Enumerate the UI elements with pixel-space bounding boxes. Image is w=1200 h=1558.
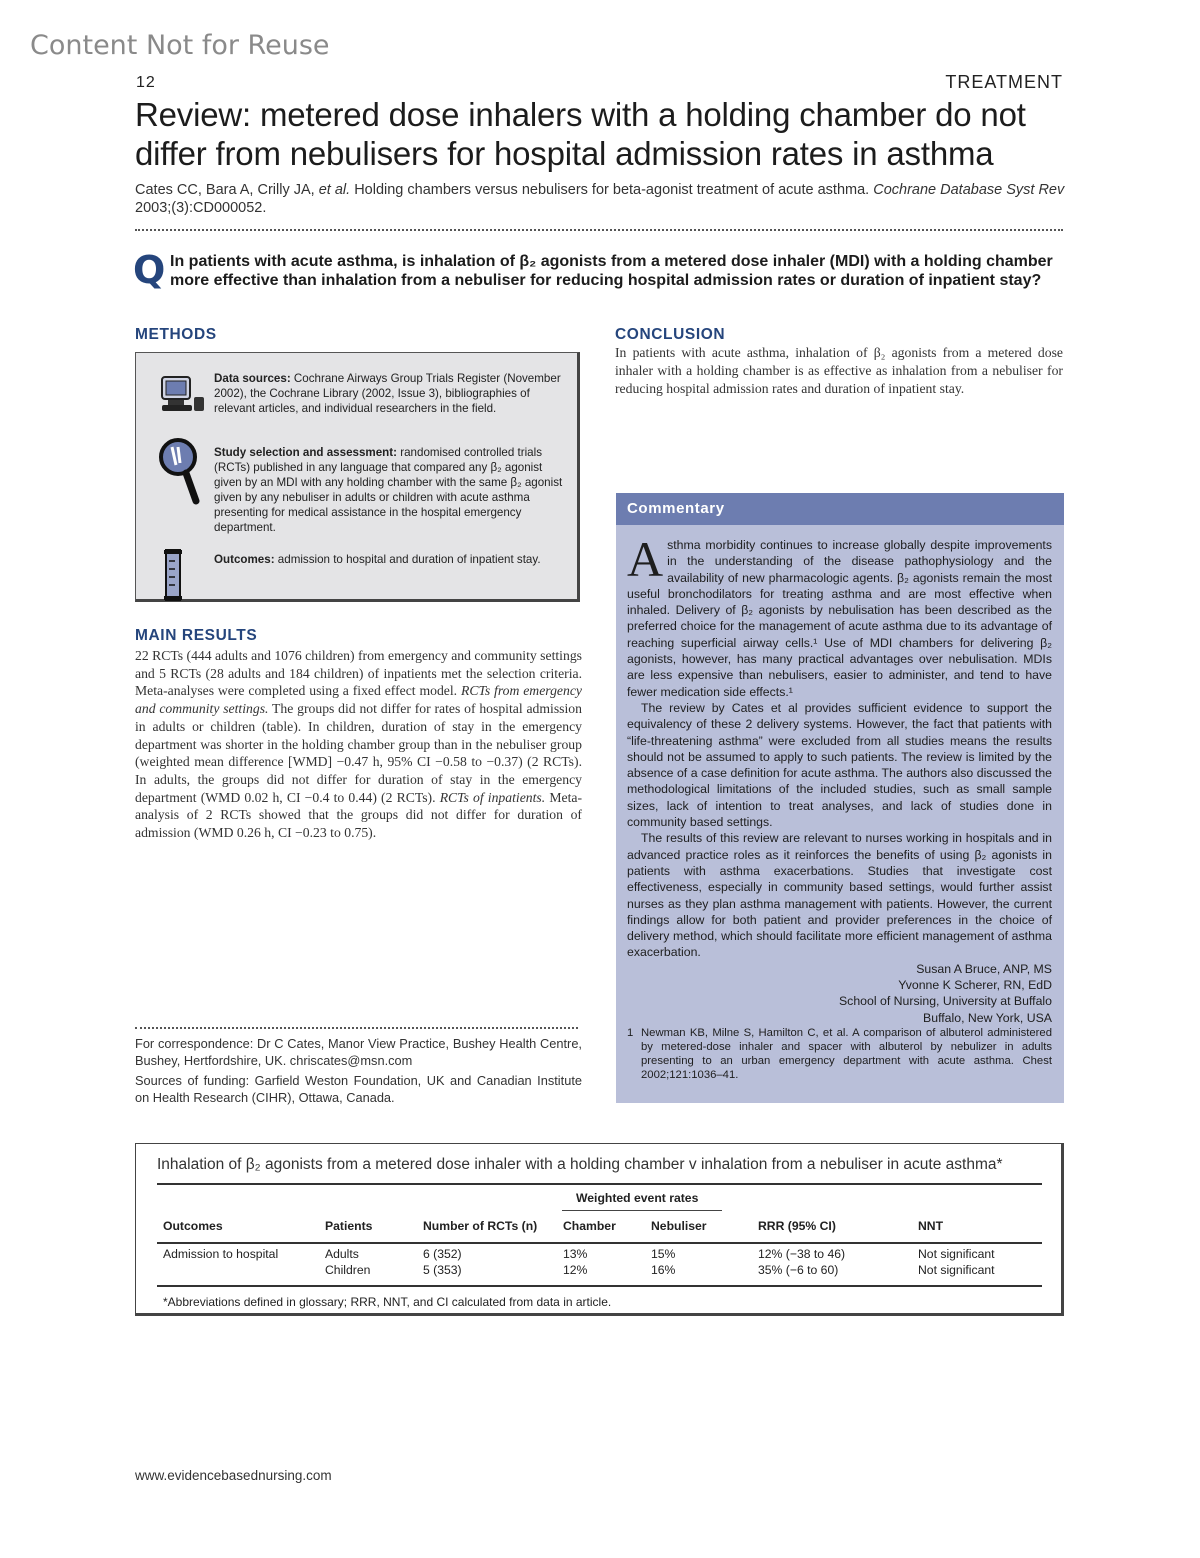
methods-text: Cochrane Airways Group Trials Register (November 2002), the Cochrane Library (2002, Issue 3), bibliographies of relevant articles, and individual researchers in the field. (214, 372, 561, 415)
table-header-cell: Nebuliser (651, 1219, 707, 1233)
reference-number: 1 (627, 1026, 634, 1039)
question-mark: Q (133, 248, 166, 292)
table-cell: 12% (563, 1263, 588, 1277)
signature-line: School of Nursing, University at Buffalo (838, 994, 1052, 1009)
reference (627, 1026, 1052, 1082)
commentary-box (616, 493, 1064, 1103)
citation-details: 2003;(3):CD000052. (135, 200, 267, 216)
conclusion-heading: CONCLUSION (615, 326, 726, 343)
main-results-part-3: Meta-analysis of 2 RCTs showed that the groups did not differ for duration of admission (WMD 0.26 h, CI −0.23 to 0.75). (135, 789, 583, 841)
table-rule (562, 1210, 722, 1211)
title-line-2: differ from nebulisers for hospital admission rates in asthma (135, 135, 994, 172)
table-header-cell: Patients (325, 1219, 373, 1233)
table-cell: Not significant (918, 1263, 995, 1277)
results-table (135, 1143, 1064, 1316)
table-cell: Admission to hospital (163, 1247, 279, 1261)
main-results-subhead-2: RCTs of inpatients. (439, 789, 546, 805)
watermark: Content Not for Reuse (30, 30, 330, 61)
section-tag: TREATMENT (945, 72, 1063, 92)
methods-outcomes (214, 552, 572, 567)
magnifier-icon (158, 437, 202, 505)
table-cell: Adults (325, 1247, 359, 1261)
methods-heading: METHODS (135, 326, 217, 343)
table-header-cell: NNT (918, 1219, 944, 1233)
table-cell: 35% (−6 to 60) (758, 1263, 839, 1277)
drop-cap: A (627, 531, 664, 587)
table-cell: Children (325, 1263, 371, 1277)
table-cell: 12% (−38 to 46) (758, 1247, 846, 1261)
correspondence: For correspondence: Dr C Cates, Manor View Practice, Bushey Health Centre, Bushey, Hertfordshire, UK. chriscates@msn.com (135, 1036, 582, 1068)
table-header-cell: RRR (95% CI) (758, 1219, 836, 1233)
divider (135, 229, 1063, 231)
citation (135, 181, 1065, 217)
article-title (135, 95, 1075, 173)
methods-label: Outcomes: (214, 553, 275, 566)
signature-line: Buffalo, New York, USA (923, 1010, 1052, 1025)
table-title: Inhalation of β₂ agonists from a metered dose inhaler with a holding chamber v inhalation from a nebuliser in acute asthma* (157, 1156, 1003, 1173)
page-number: 12 (136, 74, 156, 91)
commentary-heading: Commentary (616, 493, 1064, 525)
methods-study-selection (214, 445, 572, 535)
signature-line: Yvonne K Scherer, RN, EdD (898, 978, 1052, 993)
table-cell: Not significant (918, 1247, 995, 1261)
title-line-1: Review: metered dose inhalers with a holding chamber do not (135, 96, 1026, 133)
citation-etal: et al. (318, 182, 351, 198)
correspondence-block (135, 1036, 582, 1110)
table-header-cell: Outcomes (163, 1219, 223, 1233)
main-results-part-1: 22 RCTs (444 adults and 1076 children) from emergency and community settings and 5 RCTs (28 adults and 184 children) of inpatients met the selection criteria. Meta-analyses were completed using a fixed effect model. (135, 648, 582, 699)
divider (135, 1027, 578, 1029)
table-cell: 5 (353) (423, 1263, 462, 1277)
footer-url[interactable]: www.evidencebasednursing.com (135, 1468, 332, 1483)
citation-article: Holding chambers versus nebulisers for beta-agonist treatment of acute asthma. (354, 182, 870, 198)
methods-label: Data sources: (214, 372, 291, 385)
methods-box (135, 352, 580, 602)
signature-block (627, 961, 1052, 1026)
commentary-body (616, 525, 1064, 1082)
main-results-subhead-1: RCTs from emergency and community settings. (135, 683, 583, 717)
table-header-cell: Number of RCTs (n) (423, 1219, 538, 1233)
main-results-part-2: The groups did not differ for rates of hospital admission in adults or children (table). In children, duration of stay in the emergency department was shorter in the holding chamber group than in the nebuliser group (weighted mean difference [WMD] −0.47 h, 95% CI −0.58 to −0.37) (2 RCTs). In adults, the groups did not differ for duration of stay in the emergency department (WMD 0.02 h, CI −0.4 to 0.44) (2 RCTs). (135, 701, 582, 805)
citation-journal: Cochrane Database Syst Rev (873, 182, 1065, 198)
table-rule (157, 1242, 1042, 1244)
signature-line: Susan A Bruce, ANP, MS (916, 961, 1052, 976)
conclusion-text: In patients with acute asthma, inhalation of β₂ agonists from a metered dose inhaler with a holding chamber is as effective as inhalation from a nebuliser for reducing hospital admission rates and duration of inpatient stay. (615, 345, 1063, 396)
citation-authors: Cates CC, Bara A, Crilly JA, (135, 182, 315, 198)
methods-label: Study selection and assessment: (214, 446, 397, 459)
table-group-header: Weighted event rates (576, 1191, 699, 1205)
commentary-paragraph: The review by Cates et al provides sufficient evidence to support the equivalency of these 2 delivery systems. However, the fact that patients with “life-threatening asthma” were excluded from all studies means the results should not be assumed to apply to such patients. The review is limited by the absence of a case definition for acute asthma. The authors also discussed the methodological limitations of the included studies, such as small sample sizes, lack of intention to treat analyses, and lack of studies done in community based settings. (627, 700, 1052, 830)
table-cell: 6 (352) (423, 1247, 462, 1261)
funding: Sources of funding: Garfield Weston Foundation, UK and Canadian Institute on Health Research (CIHR), Ottawa, Canada. (135, 1073, 582, 1105)
commentary-paragraph: The results of this review are relevant to nurses working in hospitals and in advanced practice roles as it reinforces the benefits of using β₂ agonists in patients with asthma exacerbations. Studies that investigate cost effectiveness, especially in community based settings, would further assist nurses as they plan asthma management with patients. However, the current findings allow for both patient and provider preferences in the choice of delivery method, which should facilitate more efficient management of asthma exacerbation. (627, 831, 1052, 960)
table-rule (157, 1183, 1042, 1185)
reference-text: Newman KB, Milne S, Hamilton C, et al. A comparison of albuterol administered by metered-dose inhaler and spacer with albuterol by nebulizer in adults presenting to an urban emergency department with acute asthma. Chest 2002;121:1036–41. (641, 1026, 1052, 1081)
commentary-paragraph-text: sthma morbidity continues to increase globally despite improvements in the understanding of the disease pathophysiology and the availability of new pharmacologic agents. β₂ agonists remain the most useful bronchodilators for treating asthma and are most effective when inhaled. Delivery of β₂ agonists by nebulisation has been described as the preferred choice for the management of acute asthma due to its advantage of reaching superficial airway cells.¹ Use of MDI chambers for delivering β₂ agonists, however, has many practical advantages over nebulisation. MDIs are less expensive than nebulisers, easier to administer, and tend to have fewer medication side effects.¹ (627, 538, 1052, 699)
table-header-cell: Chamber (563, 1219, 616, 1233)
measuring-cylinder-icon (163, 549, 183, 601)
table-cell: 13% (563, 1247, 588, 1261)
main-results-text (135, 647, 582, 842)
table-footnote: *Abbreviations defined in glossary; RRR, NNT, and CI calculated from data in article. (163, 1295, 612, 1309)
methods-text: admission to hospital and duration of inpatient stay. (277, 553, 541, 566)
methods-data-sources (214, 371, 572, 416)
table-cell: 16% (651, 1263, 676, 1277)
commentary-paragraph (627, 531, 1052, 700)
computer-icon (160, 375, 206, 413)
main-results-heading: MAIN RESULTS (135, 627, 258, 644)
methods-text: randomised controlled trials (RCTs) published in any language that compared any β₂ agonist given by an MDI with any holding chamber with the same β₂ agonist given by any nebuliser in adults or children with acute asthma presenting for medical assistance in the hospital emergency department. (214, 446, 563, 534)
table-cell: 15% (651, 1247, 676, 1261)
table-rule (157, 1285, 1042, 1287)
question-text: In patients with acute asthma, is inhalation of β₂ agonists from a metered dose inhaler (MDI) with a holding chamber more effective than inhalation from a nebuliser for reducing hospital admission rates or duration of inpatient stay? (170, 253, 1053, 289)
